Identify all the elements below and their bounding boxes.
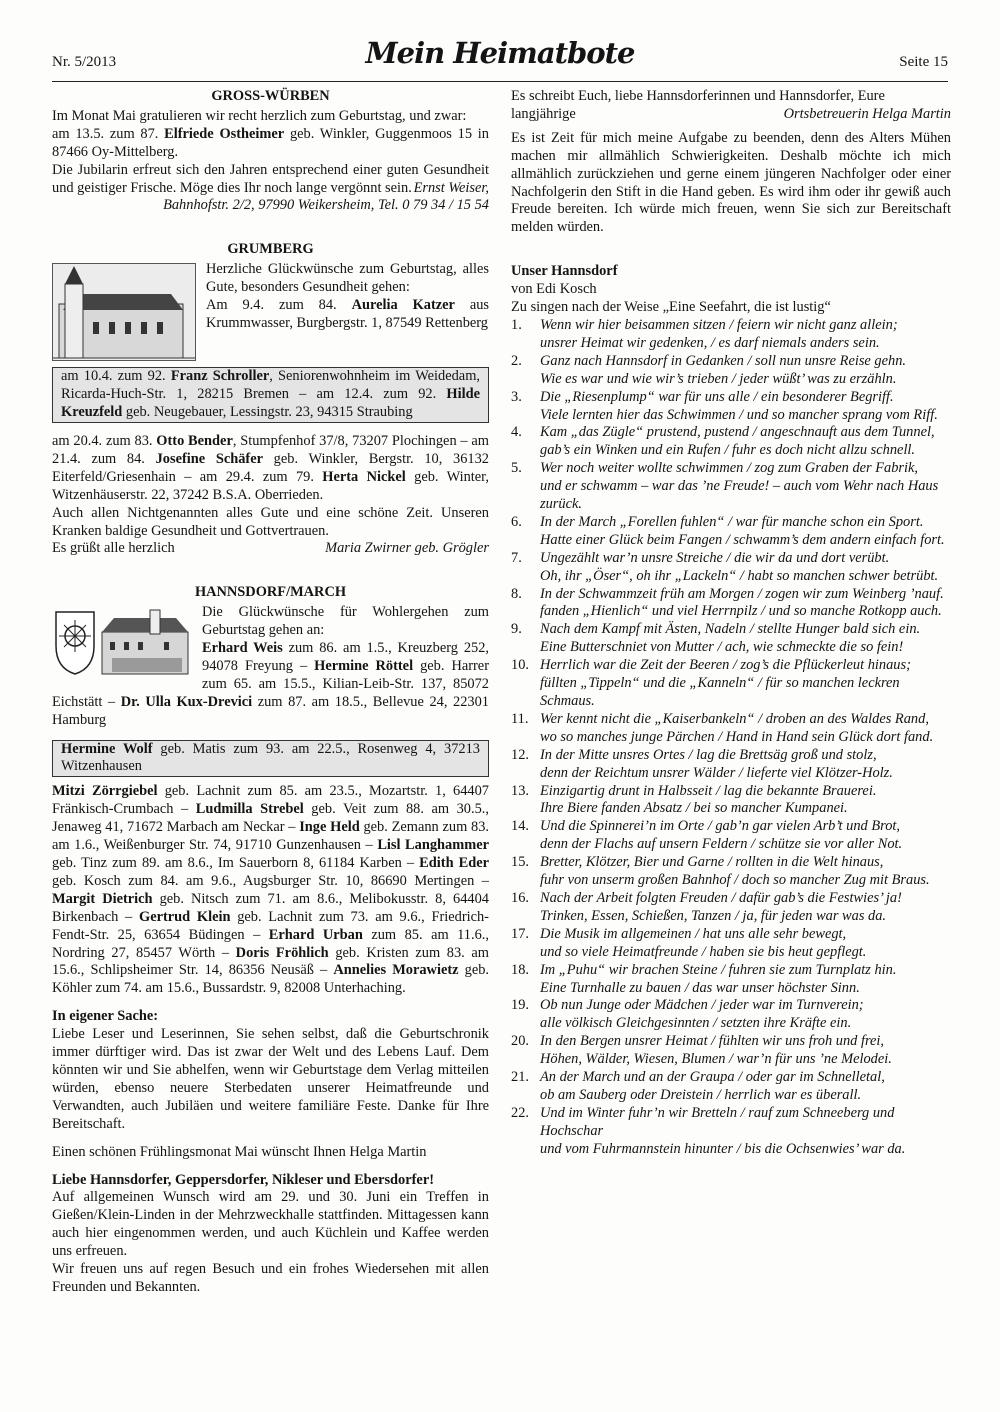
poem-author: von Edi Kosch — [511, 281, 597, 298]
verse-number: 22. — [511, 1104, 529, 1121]
poem-verse — [511, 1069, 951, 1105]
poem-verse — [511, 424, 951, 460]
poem-verse — [511, 460, 951, 514]
poem-verse — [511, 783, 951, 819]
town-illustration — [52, 606, 192, 676]
verse-number: 8. — [511, 585, 522, 602]
signature-address: Bahnhofstr. 2/2, 97990 Weikersheim, Tel. 0 79 34 / 15 54 — [163, 197, 489, 214]
verse-line: denn der Flachs auf unsern Feldern / schütze sie vor aller Not. — [540, 836, 903, 853]
section-title: GROSS-WÜRBEN — [211, 88, 330, 104]
verse-line: Wenn wir hier beisammen sitzen / feiern wir nicht ganz allein; — [540, 316, 898, 333]
verse-number: 10. — [511, 657, 529, 674]
verse-line: und so viele Heimatfreunde / haben sie bis heut gepflegt. — [540, 943, 867, 960]
body-text: Wir freuen uns auf regen Besuch und ein frohes Wiedersehen mit allen Freunden und Bekannten. — [52, 1261, 489, 1295]
verse-number: 18. — [511, 961, 529, 978]
verse-line: Wer noch weiter wollte schwimmen / zog zum Graben der Fabrik, — [540, 460, 918, 477]
verse-number: 13. — [511, 782, 529, 799]
verse-line: Eine Butterschniet von Mutter / ach, wie schmeckte die so fein! — [540, 639, 904, 656]
section-gross-wuerben — [52, 88, 489, 215]
verse-line: wo so manches junge Pärchen / Hand in Hand sein Glück dort fand. — [540, 728, 934, 745]
verse-line: Hatte einer Glück beim Fangen / schwamm’s dem andern einfach fort. — [540, 531, 945, 548]
verse-number: 16. — [511, 889, 529, 906]
birthday-entry: am 20.4. zum 83. Otto Bender, Stumpfenhof 37/8, 73207 Plochingen – am 21.4. zum 84. Josefine Schäfer geb. Winkler, Bergstr. 10, 36132 Eiterfeld/Griesenhain – am 29.4. zum 79. Herta Nickel geb. Winter, Witzenhäuserstr. 22, 37242 B.S.A. Oberrieden. — [52, 432, 489, 503]
verse-line: Eine Turnhalle zu bauen / das war unser höchster Sinn. — [540, 979, 860, 996]
poem-verse — [511, 926, 951, 962]
person-name: Elfriede Ostheimer — [164, 125, 285, 142]
poem-verses — [511, 317, 951, 1159]
poem-verse — [511, 747, 951, 783]
verse-line: Einzigartig drunt in Halbsseit / lag die bekannte Brauerei. — [540, 782, 877, 799]
verse-line: In der Schwammzeit früh am Morgen / zogen wir zum Weinberg ’nauf. — [540, 585, 944, 602]
intro-text: Herzliche Glückwünsche zum Geburtstag, alles Gute, besonders Gesundheit gehen: — [206, 261, 489, 296]
highlight-box: Hermine Wolf geb. Matis zum 93. am 22.5., Rosenweg 4, 37213 Witzenhausen — [52, 740, 489, 778]
verse-line: Viele lernten hier das Schwimmen / und so mancher sprang vom Riff. — [540, 406, 938, 423]
poem-verse — [511, 711, 951, 747]
birthday-entry: am 13.5. zum 87. Elfriede Ostheimer geb. Winkler, Guggenmoos 15 in 87466 Oy-Mittelberg. — [52, 125, 489, 160]
header-rule — [52, 81, 948, 82]
poem-verse — [511, 1105, 951, 1159]
verse-line: Und die Spinnerei’n im Orte / gab’n gar vielen Arb’t und Brot, — [540, 818, 900, 835]
body-text: Auf allgemeinen Wunsch wird am 29. und 30. Juni ein Treffen in Gießen/Klein-Linden in der Mehrzweckhalle stattfinden. Mittagessen kann auch hier eingenommen werden, und auch Küchlein und Kaffee werden uns erfreuen. — [52, 1189, 489, 1260]
verse-line: Ganz nach Hannsdorf in Gedanken / soll nun unsre Reise gehn. — [540, 352, 906, 369]
left-column — [52, 88, 489, 1297]
wish-text: Die Jubilarin erfreut sich den Jahren entsprechend einer guten Gesundheit und geistiger Frische. Möge dies Ihr noch lange vergönnt sein. Ernst Weiser, — [52, 161, 489, 196]
verse-line: Wer kennt nicht die „Kaiserbankeln“ / droben an des Waldes Rand, — [540, 710, 929, 727]
section-eigene-sache — [52, 1008, 489, 1161]
verse-line: An der March und an der Graupa / oder gar im Schnelletal, — [540, 1069, 885, 1086]
poem-verse — [511, 962, 951, 998]
highlight-box: am 10.4. zum 92. Franz Schroller, Seniorenwohnheim im Weidedam, Ricarda-Huch-Str. 1, 28215 Bremen – am 12.4. zum 92. Hilde Kreuzfeld geb. Neugebauer, Lessingstr. 23, 94315 Straubing — [52, 367, 489, 423]
verse-number: 1. — [511, 316, 522, 333]
verse-line: Höhen, Wälder, Wiesen, Blumen / war’n für uns ’ne Melodei. — [540, 1051, 892, 1068]
poem-melody: Zu singen nach der Weise „Eine Seefahrt, die ist lustig“ — [511, 299, 831, 316]
church-illustration — [52, 263, 196, 361]
verse-line: ob am Sauberg oder Dreistein / herrlich war es überall. — [540, 1086, 862, 1103]
verse-number: 11. — [511, 710, 529, 727]
verse-line: Nach der Arbeit folgten Freuden / dafür gab’s die Festwies’ ja! — [540, 889, 902, 906]
verse-line: fanden „Hienlich“ und viel Herrnpilz / und so manche Rotkopp auch. — [540, 603, 942, 620]
verse-number: 3. — [511, 388, 522, 405]
verse-number: 2. — [511, 352, 522, 369]
body-text: Es ist Zeit für mich meine Aufgabe zu beenden, denn des Alters Mühen machen mir allmählich Schwierigkeiten. Deshalb möchte ich mich allmählich zurückziehen und gerne einem jüngeren Nachfolger oder einer Nachfolgerin den Stift in die Hand geben. Es wird ihm oder ihr gewiß auch Freude bereiten. Ich würde mich freuen, wenn Sie sich zur Bereitschaft melden würden. — [511, 129, 951, 236]
poem-verse — [511, 550, 951, 586]
poem-verse — [511, 353, 951, 389]
poem-verse — [511, 854, 951, 890]
section-hannsdorf — [52, 584, 489, 998]
intro-text: Die Glückwünsche für Wohlergehen zum Geburtstag gehen an: — [202, 604, 489, 639]
verse-number: 7. — [511, 549, 522, 566]
section-title: GRUMBERG — [227, 241, 314, 258]
verse-line: Oh, ihr „Öser“, oh ihr „Lackeln“ / habt so manchen schwer betrübt. — [540, 567, 939, 584]
body-text: Liebe Leser und Leserinnen, Sie sehen selbst, daß die Geburtschronik immer dürftiger wird. Das ist zwar der Welt und des Lebens Lauf. Dem könnten wir und Sie abhelfen, wenn wir Geburtstage dem Verlag mitteilen würden, ebenso neuere Sterbedaten unserer Heimatfreunde und Verwandten, auch Jubiläen und weitere familiäre Feste. Danke für Ihre Bereitschaft. — [52, 1026, 489, 1132]
verse-line: In der March „Forellen fuhlen“ / war für manche schon ein Sport. — [540, 513, 924, 530]
poem-verse — [511, 621, 951, 657]
verse-line: Die Musik im allgemeinen / hat uns alle sehr bewegt, — [540, 925, 847, 942]
section-grumberg — [52, 241, 489, 558]
verse-line: Und im Winter fuhr’n wir Bretteln / rauf zum Schneeberg und Hochschar — [540, 1104, 895, 1139]
poem-verse — [511, 586, 951, 622]
section-title: In eigener Sache: — [52, 1008, 159, 1025]
verse-line: Die „Riesenplump“ war für uns alle / ein besonderer Begriff. — [540, 388, 894, 405]
issue-number: Nr. 5/2013 — [52, 54, 117, 70]
verse-number: 19. — [511, 997, 529, 1014]
birthday-entry: Am 9.4. zum 84. Aurelia Katzer aus Krummwasser, Burgbergstr. 1, 87549 Rettenberg — [206, 297, 490, 331]
verse-line: In der Mitte unsres Ortes / lag die Brettsäg groß und stolz, — [540, 746, 877, 763]
birthday-entry: Erhard Weis zum 86. am 1.5., Kreuzberg 252, 94078 Freyung – Hermine Röttel geb. Harrer zum 65. am 15.5., Kilian-Leib-Str. 137, 85072 Eichstätt – Dr. Ulla Kux-Drevici zum 87. am 18.5., Bellevue 24, 22301 Hamburg — [52, 640, 489, 728]
page-number: Seite 15 — [899, 54, 948, 70]
verse-line: und er schwamm – war das ’ne Freude! – auch vom Wehr nach Haus zurück. — [540, 478, 939, 513]
verse-number: 15. — [511, 854, 529, 871]
verse-line: Im „Puhu“ wir brachen Steine / fuhren sie zum Turnplatz hin. — [540, 961, 897, 978]
right-column — [511, 88, 951, 1159]
verse-number: 6. — [511, 513, 522, 530]
poem-verse — [511, 657, 951, 711]
section-title: Liebe Hannsdorfer, Geppersdorfer, Nikleser und Ebersdorfer! — [52, 1171, 435, 1188]
verse-line: gab’s ein Winken und ein Rufen / fuhr es doch nicht allzu schnell. — [540, 442, 916, 459]
intro-text: Es schreibt Euch, liebe Hannsdorferinnen und Hannsdorfer, Eure — [511, 88, 885, 104]
signature-line: langjährige Ortsbetreuerin Helga Martin — [511, 105, 951, 122]
greeting-text: Einen schönen Frühlingsmonat Mai wünscht Ihnen Helga Martin — [52, 1143, 427, 1160]
poem-verse — [511, 514, 951, 550]
poem-verse — [511, 890, 951, 926]
poem-title: Unser Hannsdorf — [511, 263, 618, 280]
verse-line: Bretter, Klötzer, Bier und Garne / rollten in die Welt hinaus, — [540, 854, 884, 871]
poem-verse — [511, 317, 951, 353]
verse-number: 21. — [511, 1069, 529, 1086]
verse-number: 17. — [511, 925, 529, 942]
section-title: HANNSDORF/MARCH — [194, 584, 347, 601]
intro-text: Im Monat Mai gratulieren wir recht herzlich zum Geburtstag, und zwar: — [52, 107, 467, 124]
verse-number: 4. — [511, 424, 522, 441]
verse-line: Wie es war und wie wir’s trieben / jeder wüßt’ was zu erzähln. — [540, 370, 897, 387]
verse-number: 9. — [511, 621, 522, 638]
verse-line: Ob nun Junge oder Mädchen / jeder war im Turnverein; — [540, 997, 864, 1014]
poem-verse — [511, 1033, 951, 1069]
birthday-list: Mitzi Zörrgiebel geb. Lachnit zum 85. am 23.5., Mozartstr. 1, 64407 Fränkisch-Crumbach – Ludmilla Strebel geb. Veit zum 88. am 30.5., Jenaweg 41, 71672 Marbach am Neckar – Inge Held geb. Zemann zum 83. am 1.6., Weißenburger Str. 74, 91710 Gunzenhausen – Lisl Langhammer geb. Tinz zum 89. am 8.6., Im Sauerborn 8, 61184 Karben – Edith Eder geb. Kosch zum 84. am 9.6., Augsburger Str. 10, 86690 Mertingen – Margit Dietrich geb. Nitsch zum 71. am 8.6., Melibokusstr. 8, 64404 Birkenbach – Gertrud Klein geb. Lachnit zum 73. am 9.6., Friedrich-Fendt-Str. 25, 63654 Büdingen – Erhard Urban zum 85. am 11.6., Nordring 27, 85457 Wörth – Doris Fröhlich geb. Kristen zum 83. am 15.6., Schlipsheimer Str. 14, 86356 Neusäß – Annelies Morawietz geb. Köhler zum 74. am 15.6., Bussardstr. 9, 82008 Unterhaching. — [52, 783, 490, 997]
verse-number: 14. — [511, 818, 529, 835]
verse-number: 12. — [511, 746, 529, 763]
verse-line: Nach dem Kampf mit Ästen, Nadeln / stellte Hunger bald sich ein. — [540, 621, 921, 638]
verse-line: Trinken, Essen, Schießen, Tanzen / ja, für jeden war was da. — [540, 907, 887, 924]
verse-line: fuhr von unserm großen Bahnhof / doch so mancher Zug mit Braus. — [540, 872, 930, 889]
poem-verse — [511, 818, 951, 854]
verse-line: Ungezählt war’n unsre Streiche / die wir da und dort verübt. — [540, 549, 890, 566]
poem-verse — [511, 389, 951, 425]
poem-verse — [511, 997, 951, 1033]
signature-name: Ernst Weiser, — [413, 179, 489, 196]
verse-number: 5. — [511, 460, 522, 477]
verse-line: denn der Reichtum unsrer Wälder / lieferte viel Klötzer-Holz. — [540, 764, 893, 781]
verse-line: Ihre Biere fanden Absatz / bei so mancher Kumpanei. — [540, 800, 848, 817]
verse-line: alle völkisch Gleichgesinnten / setzten ihre Kräfte ein. — [540, 1015, 852, 1032]
verse-line: In den Bergen unsrer Heimat / fühlten wir uns froh und frei, — [540, 1033, 885, 1050]
section-treffen — [52, 1172, 489, 1297]
verse-line: füllten „Tippeln“ und die „Kanneln“ / für so manchen leckren Schmaus. — [540, 675, 900, 709]
verse-line: und vom Fuhrmannstein hinunter / bis die Ochsenwies’ war da. — [540, 1140, 906, 1157]
signature-line: Es grüßt alle herzlich Maria Zwirner geb. Grögler — [52, 540, 489, 557]
verse-line: Kam „das Zügle“ prustend, pustend / angeschnauft aus dem Tunnel, — [540, 424, 935, 441]
masthead-title: Mein Heimatbote — [365, 36, 635, 70]
verse-line: unsrer Heimat wir gedenken, / es darf niemals anders sein. — [540, 334, 880, 351]
verse-line: Herrlich war die Zeit der Beeren / zog’s die Pflückerleut hinaus; — [540, 657, 911, 674]
outro-text: Auch allen Nichtgenannten alles Gute und eine schöne Zeit. Unseren Kranken baldige Gesundheit und Gottvertrauen. — [52, 504, 489, 539]
verse-number: 20. — [511, 1033, 529, 1050]
